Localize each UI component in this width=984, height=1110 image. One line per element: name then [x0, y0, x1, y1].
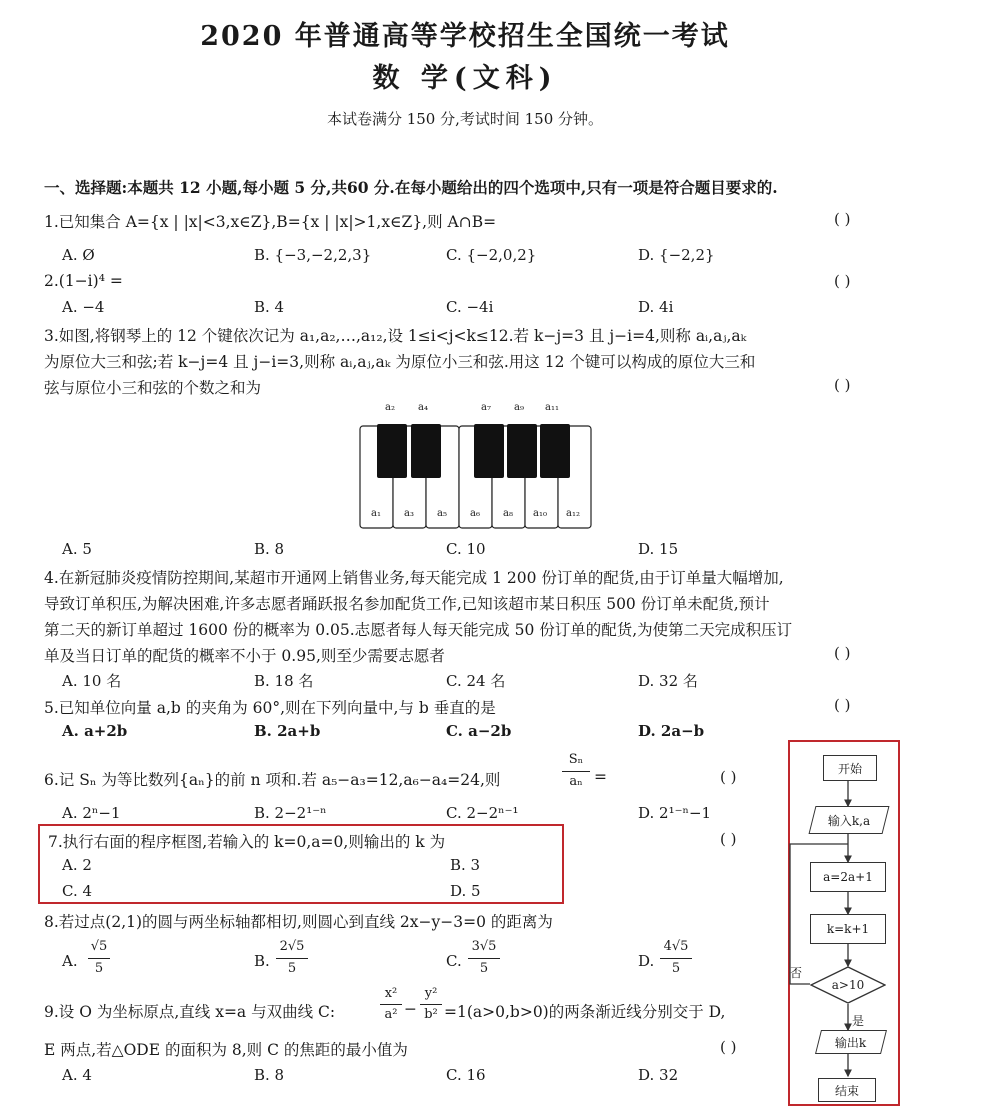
- minus-sign: −: [404, 1000, 417, 1018]
- option: A. 5: [62, 540, 92, 558]
- flowchart-condition: [810, 966, 886, 1004]
- white-key-label: a₁: [371, 508, 381, 519]
- option: C. 10: [446, 540, 486, 558]
- option: C. a−2b: [446, 722, 512, 740]
- section-heading: 一、选择题:本题共 12 小题,每小题 5 分,共60 分.在每小题给出的四个选项中,只有一项是符合题目要求的.: [44, 178, 778, 197]
- fraction-bar: [468, 958, 500, 959]
- question-4-text: 单及当日订单的配货的概率不小于 0.95,则至少需要志愿者: [44, 647, 445, 665]
- option: C. {−2,0,2}: [446, 246, 537, 264]
- answer-paren: ( ): [834, 376, 851, 394]
- fraction-bar: [420, 1004, 442, 1005]
- flowchart-no-label: 否: [790, 966, 803, 980]
- answer-paren: ( ): [720, 830, 737, 848]
- fraction-denominator: a²: [384, 1007, 398, 1022]
- exam-subject: 数 学(文科): [372, 63, 558, 94]
- fraction-numerator: x²: [384, 986, 398, 1001]
- fraction-denominator: 5: [479, 961, 489, 976]
- question-4-text: 导致订单积压,为解决困难,许多志愿者踊跃报名参加配货工作,已知该超市某日积压 500 份订单未配货,预计: [44, 595, 770, 613]
- option: A. −4: [62, 298, 105, 316]
- black-key: [540, 424, 570, 478]
- question-3-text: 为原位大三和弦;若 k−j=4 且 j−i=3,则称 aᵢ,aⱼ,aₖ 为原位小三和弦.用这 12 个键可以构成的原位大三和: [44, 353, 756, 371]
- flowchart-input: [809, 806, 890, 834]
- fraction-numerator: 4√5: [663, 939, 689, 954]
- black-key: [411, 424, 441, 478]
- option: C. 24 名: [446, 672, 506, 690]
- question-2-text: 2.(1−i)⁴ =: [44, 272, 123, 290]
- option: D. 32: [638, 1066, 679, 1084]
- exam-note: 本试卷满分 150 分,考试时间 150 分钟。: [326, 110, 604, 128]
- black-key-label: a₂: [385, 402, 395, 413]
- flowchart-output: [815, 1030, 887, 1054]
- question-7-text: 7.执行右面的程序框图,若输入的 k=0,a=0,则输出的 k 为: [48, 833, 446, 851]
- fraction-bar: [276, 958, 308, 959]
- answer-paren: ( ): [834, 210, 851, 228]
- answer-paren: ( ): [834, 696, 851, 714]
- option: D.: [638, 952, 655, 970]
- fraction-numerator: y²: [424, 986, 438, 1001]
- white-key-label: a₁₀: [533, 508, 547, 519]
- fraction-denominator: 5: [287, 961, 297, 976]
- option: B. 8: [254, 1066, 285, 1084]
- fraction-bar: [562, 771, 590, 772]
- option: C. 16: [446, 1066, 486, 1084]
- black-key: [377, 424, 407, 478]
- fraction-numerator: 2√5: [279, 939, 305, 954]
- question-3-text: 弦与原位小三和弦的个数之和为: [44, 379, 262, 397]
- piano-figure: [350, 394, 600, 534]
- option: B. 4: [254, 298, 285, 316]
- option: B. 8: [254, 540, 285, 558]
- option: D. 2a−b: [638, 722, 705, 740]
- black-key-label: a₁₁: [545, 402, 559, 413]
- flowchart-end: 结束: [818, 1078, 876, 1102]
- question-5-text: 5.已知单位向量 a,b 的夹角为 60°,则在下列向量中,与 b 垂直的是: [44, 699, 496, 717]
- question-1-text: 1.已知集合 A={x | |x|<3,x∈Z},B={x | |x|>1,x∈Z},则 A∩B=: [44, 213, 497, 231]
- fraction-numerator: √5: [90, 939, 108, 954]
- option: A. Ø: [62, 246, 95, 264]
- equals-sign: =: [594, 768, 607, 786]
- fraction-numerator: Sₙ: [568, 752, 584, 767]
- option: A. 2: [62, 856, 92, 874]
- option: C.: [446, 952, 462, 970]
- flowchart-start: 开始: [823, 755, 877, 781]
- option: B. 18 名: [254, 672, 314, 690]
- white-key-label: a₆: [470, 508, 480, 519]
- option: D. 32 名: [638, 672, 698, 690]
- option: D. 2¹⁻ⁿ−1: [638, 804, 712, 822]
- flowchart-output-label: 输出k: [835, 1035, 867, 1050]
- option: B. 2−2¹⁻ⁿ: [254, 804, 327, 822]
- option: B. 2a+b: [254, 722, 321, 740]
- option: B.: [254, 952, 270, 970]
- question-4-text: 第二天的新订单超过 1600 份的概率为 0.05.志愿者每人每天能完成 50 份订单的配货,为使第二天完成积压订: [44, 621, 793, 639]
- answer-paren: ( ): [720, 1038, 737, 1056]
- option: A.: [62, 952, 78, 970]
- question-4-text: 4.在新冠肺炎疫情防控期间,某超市开通网上销售业务,每天能完成 1 200 份订单的配货,由于订单量大幅增加,: [44, 569, 784, 587]
- option: D. 5: [450, 882, 481, 900]
- fraction-denominator: b²: [424, 1007, 438, 1022]
- option: D. 4i: [638, 298, 674, 316]
- question-9-text: 9.设 O 为坐标原点,直线 x=a 与双曲线 C:: [44, 1003, 336, 1021]
- white-key-label: a₃: [404, 508, 414, 519]
- option: C. 4: [62, 882, 93, 900]
- black-key-label: a₇: [481, 402, 491, 413]
- fraction-denominator: aₙ: [569, 774, 583, 789]
- fraction-numerator: 3√5: [471, 939, 497, 954]
- option: A. 4: [62, 1066, 92, 1084]
- option: B. 3: [450, 856, 481, 874]
- black-key-label: a₉: [514, 402, 524, 413]
- option: A. 10 名: [62, 672, 122, 690]
- fraction-denominator: 5: [671, 961, 681, 976]
- flowchart-input-label: 输入k,a: [827, 813, 871, 828]
- answer-paren: ( ): [834, 644, 851, 662]
- black-key-label: a₄: [418, 402, 428, 413]
- option: A. 2ⁿ−1: [62, 804, 121, 822]
- option: D. 15: [638, 540, 679, 558]
- flowchart-yes-label: 是: [852, 1014, 865, 1028]
- fraction-denominator: 5: [94, 961, 104, 976]
- option: C. −4i: [446, 298, 494, 316]
- black-key: [474, 424, 504, 478]
- fraction-bar: [660, 958, 692, 959]
- flowchart-step-k: k=k+1: [810, 914, 886, 944]
- question-3-text: 3.如图,将钢琴上的 12 个键依次记为 a₁,a₂,…,a₁₂,设 1≤i<j<k≤12.若 k−j=3 且 j−i=4,则称 aᵢ,aⱼ,aₖ: [44, 327, 747, 345]
- option: D. {−2,2}: [638, 246, 715, 264]
- flowchart-condition-label: a>10: [831, 978, 865, 992]
- answer-paren: ( ): [720, 768, 737, 786]
- question-8-text: 8.若过点(2,1)的圆与两坐标轴都相切,则圆心到直线 2x−y−3=0 的距离为: [44, 913, 553, 931]
- question-6-text: 6.记 Sₙ 为等比数列{aₙ}的前 n 项和.若 a₅−a₃=12,a₆−a₄=24,则: [44, 771, 501, 789]
- white-key-label: a₅: [437, 508, 447, 519]
- flowchart-step-a: a=2a+1: [810, 862, 886, 892]
- white-key-label: a₈: [503, 508, 513, 519]
- answer-paren: ( ): [834, 272, 851, 290]
- option: B. {−3,−2,2,3}: [254, 246, 372, 264]
- option: A. a+2b: [62, 722, 128, 740]
- black-key: [507, 424, 537, 478]
- question-9-text: E 两点,若△ODE 的面积为 8,则 C 的焦距的最小值为: [44, 1041, 408, 1059]
- white-key-label: a₁₂: [566, 508, 580, 519]
- question-9-text: =1(a>0,b>0)的两条渐近线分别交于 D,: [444, 1003, 726, 1021]
- fraction-bar: [380, 1004, 402, 1005]
- fraction-bar: [88, 958, 110, 959]
- exam-title: 2020 年普通高等学校招生全国统一考试: [200, 21, 730, 52]
- option: C. 2−2ⁿ⁻¹: [446, 804, 519, 822]
